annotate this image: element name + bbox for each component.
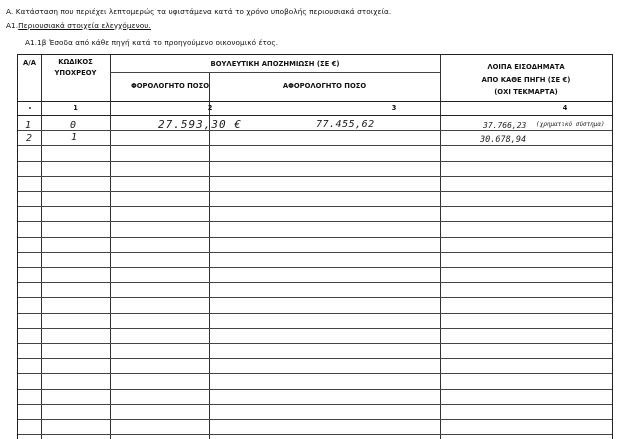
header-code-line1: ΚΩΔΙΚΟΣ	[58, 58, 93, 66]
table-row-line	[18, 297, 612, 298]
row1-forologito: 27.593,30 €	[158, 118, 242, 131]
header-bouleutiki: ΒΟΥΛΕΥΤΙΚΗ ΑΠΟΖΗΜΙΩΣΗ (ΣΕ €)	[210, 60, 340, 68]
row2-aa: 2	[26, 133, 33, 144]
table-row-line	[18, 237, 612, 238]
row2-loipa: 30.678,94	[480, 135, 527, 145]
row1-aforologito: 77.455,62	[316, 119, 375, 130]
section-a1-heading	[6, 21, 151, 30]
table-row-line	[18, 373, 612, 374]
col-divider-code	[110, 55, 111, 439]
number-row-bottom-line	[18, 115, 612, 116]
section-a-heading: Α. Κατάσταση που περιέχει λεπτομερώς τα υφιστάμενα κατά το χρόνο υποβολής περιουσιακά στοιχεία.	[6, 7, 392, 16]
col-divider-aa	[41, 55, 42, 439]
row1-loipa: 37.766,23	[483, 121, 527, 130]
table-row-line	[18, 313, 612, 314]
col-divider-loipa	[440, 55, 441, 439]
section-a1-text: Περιουσιακά στοιχεία ελεγχόμενου.	[18, 21, 151, 30]
table-row-line	[18, 328, 612, 329]
row1-code: 0	[70, 120, 77, 131]
row1-loipa-note: (χρηματικό σύστημα)	[536, 121, 605, 128]
row1-aa: 1	[25, 120, 32, 131]
section-a11b-heading: Α1.1β Έσοδα από κάθε πηγή κατά το προηγούμενο οικονομικό έτος.	[25, 38, 279, 47]
table-row-line	[18, 404, 612, 405]
section-a1-prefix: Α1.	[6, 21, 19, 30]
table-row-line	[18, 252, 612, 253]
table-row-line	[18, 221, 612, 222]
header-bottom-line	[18, 101, 612, 102]
row2-code: 1	[71, 132, 78, 143]
col-number-4: 4	[562, 104, 568, 112]
number-row-dot-aa	[29, 107, 31, 109]
col-number-1: 1	[73, 104, 78, 112]
table-row-line	[18, 176, 612, 177]
header-loipa-line3: (ΟΧΙ ΤΕΚΜΑΡΤΑ)	[494, 88, 558, 96]
header-forologito: ΦΟΡΟΛΟΓΗΤΟ ΠΟΣΟ	[130, 82, 210, 90]
table-row-line	[18, 161, 612, 162]
table-row-line	[18, 434, 612, 435]
table-row-line	[18, 206, 612, 207]
table-row-line	[18, 130, 612, 131]
header-loipa-line2: ΑΠΟ ΚΑΘΕ ΠΗΓΗ (ΣΕ €)	[481, 76, 571, 84]
header-aa: Α/Α	[22, 59, 36, 67]
table-row-line	[18, 419, 612, 420]
table-row-line	[18, 358, 612, 359]
table-row-line	[18, 267, 612, 268]
subheader-line	[110, 72, 440, 73]
income-table	[17, 54, 613, 439]
table-row-line	[18, 145, 612, 146]
table-row-line	[18, 282, 612, 283]
col-number-2: 2	[207, 104, 213, 112]
table-row-line	[18, 389, 612, 390]
header-aforologito: ΑΦΟΡΟΛΟΓΗΤΟ ΠΟΣΟ	[282, 82, 367, 90]
table-row-line	[18, 343, 612, 344]
table-row-line	[18, 191, 612, 192]
col-number-3: 3	[391, 104, 397, 112]
header-loipa-line1: ΛΟΙΠΑ ΕΙΣΟΔΗΜΑΤΑ	[487, 63, 565, 71]
header-code-line2: ΥΠΟΧΡΕΟΥ	[54, 69, 97, 77]
